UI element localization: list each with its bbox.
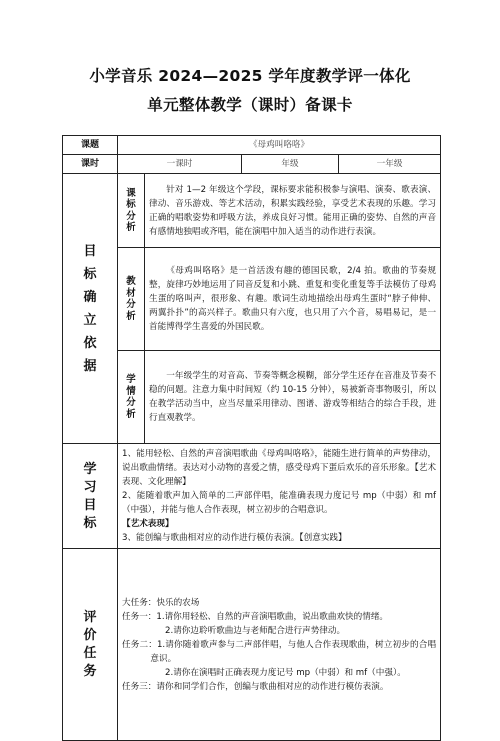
task-item: 2.请你在演唱时正确表现力度记号 mp（中弱）和 mf（中强）。	[165, 667, 406, 678]
topic-label: 课题	[63, 136, 118, 155]
task-item: 任务一：1.请你用轻松、自然的声音演唱歌曲，说出歌曲欢快的情绪。	[122, 611, 389, 622]
tasks-text	[118, 549, 441, 741]
grade-value: 一年级	[339, 155, 441, 174]
goal-item: 3、能创编与歌曲相对应的动作进行模仿表演。【创意实践】	[122, 533, 347, 543]
material-row	[63, 248, 441, 351]
title-line-2: 单元整体教学（课时）备课卡	[147, 96, 353, 114]
standards-text: 针对 1—2 年级这个学段，课标要求能积极参与演唱、演奏、歌表演、律动、音乐游戏、等艺术活动，积累实践经验，享受艺术表现的乐趣。学习正确的唱歌姿势和呼吸方法，养成良好习惯。能用正确的姿势、自然的声音有感情地独唱或齐唱，能在演唱中加入适当的动作进行表演。	[145, 174, 441, 248]
tasks-row	[63, 549, 441, 741]
learning-goals-label: 学 习 目 标	[63, 444, 118, 549]
material-text: 《母鸡叫咯咯》是一首活泼有趣的德国民歌，2/4 拍。歌曲的节奏规整，旋律巧妙地运用了同音反复和小跳、重复和变化重复等手法模仿了母鸡生蛋的咯叫声，很形象、有趣。歌词生动地描绘出母鸡生蛋时“脖子伸伸、两翼扑扑”的高兴样子。歌曲只有六度，也只用了六个音，易唱易记，是一首能博得学生喜爱的外国民歌。	[145, 248, 441, 351]
learning-goals-text	[118, 444, 441, 549]
goal-item: 2、能随着歌声加入简单的二声部伴唱，能准确表现力度记号 mp（中弱）和 mf（中强），并能与他人合作表现，树立初步的合唱意识。	[122, 491, 437, 515]
task-item: 任务三：请你和同学们合作，创编与歌曲相对应的动作进行模仿表演。	[122, 681, 389, 692]
learning-goals-row	[63, 444, 441, 549]
topic-value: 《母鸡叫咯咯》	[118, 136, 441, 155]
goal-item: 【艺术表现】	[122, 519, 174, 529]
lesson-plan-table	[62, 135, 441, 741]
goal-item: 1、能用轻松、自然的声音演唱歌曲《母鸡叫咯咯》，能随生进行简单的声势律动，说出歌曲情绪。表达对小动物的喜爱之情，感受母鸡下蛋后欢乐的音乐形象。【艺术表现、文化理解】	[122, 449, 437, 487]
students-row	[63, 351, 441, 444]
title-line-1: 小学音乐 2024—2025 学年度教学评一体化	[89, 67, 411, 85]
standards-label: 课 标 分 析	[118, 174, 145, 248]
target-basis-label: 目 标 确 立 依 据	[63, 174, 118, 444]
lesson-value: 一课时	[118, 155, 242, 174]
task-item: 2.请你边聆听歌曲边与老师配合进行声势律动。	[165, 625, 346, 636]
grade-label: 年级	[242, 155, 339, 174]
material-label: 教 材 分 析	[118, 248, 145, 351]
lesson-row	[63, 155, 441, 174]
students-label: 学 情 分 析	[118, 351, 145, 444]
task-item: 任务二：1.请你随着歌声参与二声部伴唱，与他人合作表现歌曲，树立初步的合唱意识。	[122, 639, 437, 664]
students-text: 一年级学生的对音高、节奏等概念模糊，部分学生还存在音准及节奏不稳的问题。注意力集中时间短（约 10-15 分钟），易被新奇事物吸引，所以在教学活动当中，应当尽量采用律动、图谱、游戏等相结合的综合手段，进行直观教学。	[145, 351, 441, 444]
topic-row	[63, 136, 441, 155]
tasks-label: 评 价 任 务	[63, 549, 118, 741]
task-main: 大任务：快乐的农场	[122, 597, 200, 608]
standards-row	[63, 174, 441, 248]
lesson-label: 课时	[63, 155, 118, 174]
